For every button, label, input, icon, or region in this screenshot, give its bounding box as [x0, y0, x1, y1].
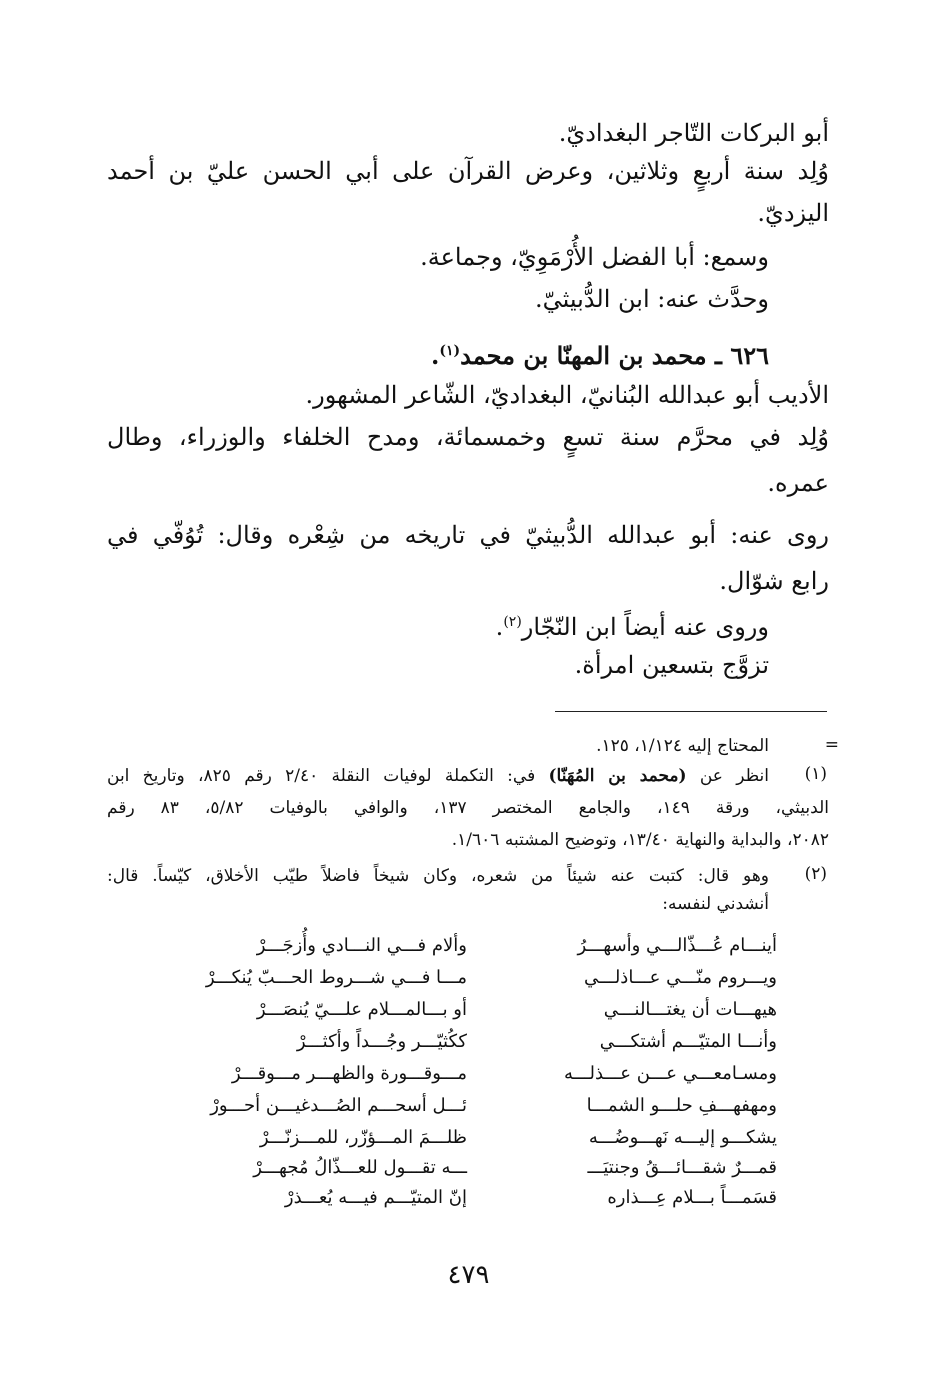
footnote-text: في: التكملة لوفيات النقلة ٢/٤٠ رقم ٨٢٥، وتاريخ ابن — [107, 766, 549, 786]
footnote-line — [107, 764, 769, 789]
poem-verse-right: يشكـــو إليـــه نَهـــوضُـــه — [588, 1127, 777, 1148]
poem-verse-right: قمـــرٌ شقـــائـــقُ وجنتيَـــ — [587, 1157, 777, 1178]
poem-verse-left: ئـــل أسحـــم الصُـــدغيـــن أحـــورْ — [210, 1095, 467, 1116]
poem-verse-left: ظلـــمَ المـــؤزّر، للمـــزنّـــرْ — [259, 1127, 467, 1148]
text-end: . — [495, 613, 504, 641]
footnote-ref: (١) — [439, 343, 461, 359]
text-line: رابع شوّال. — [719, 567, 829, 595]
poem-verse-left: وألام فـــي النـــادي وأُزجَـــرْ — [256, 935, 467, 956]
footnote-bold-name: (محمد بن المُهَنّا) — [548, 766, 687, 786]
text-line: الأديب أبو عبدالله البُنانيّ، البغداديّ، الشّاعر المشهور. — [305, 381, 829, 409]
poem-verse-right: أينـــام عُـــذّالـــي وأسهـــرُ — [577, 935, 777, 956]
footnote-continuation: المحتاج إليه ١/١٢٤، ١٢٥. — [596, 736, 769, 756]
footnote-line: الدبيثي، ورقة ١٤٩، والجامع المختصر ١٣٧، والوافي بالوفيات ٥/٨٢، ٨٣ رقم — [107, 798, 829, 818]
footnote-line: أنشدني لنفسه: — [662, 894, 769, 914]
text-line — [496, 605, 769, 644]
text-line: وُلِد سنة أربعٍ وثلاثين، وعرض القرآن على أبي الحسن عليّ بن أحمد — [107, 157, 829, 185]
poem-verse-left: مـــوقـــورة والظهـــر مـــوقـــرْ — [231, 1063, 467, 1084]
text-line: تزوَّج بتسعين امرأة. — [574, 651, 769, 679]
poem-verse-left: أو بـــالمـــلام علـــيّ يُنصَـــرْ — [256, 999, 467, 1020]
poem-verse-right: وأنـــا المتيّـــم أشتكـــي — [599, 1031, 777, 1052]
continuation-mark: = — [824, 735, 839, 755]
footnote-line: ٢٠٨٢، والبداية والنهاية ١٣/٤٠، وتوضيح المشتبه ١/٦٠٦. — [451, 830, 829, 850]
entry-heading-end: . — [431, 341, 440, 370]
poem-verse-right: ومهفهـــفِ حلـــو الشمـــا — [586, 1095, 777, 1116]
poem-verse-left: إنّ المتيّـــم فيـــه يُعـــذرْ — [284, 1187, 467, 1208]
footnote-line: وهو قال: كتبت عنه شيئاً من شعره، وكان شيخاً فاضلاً طيّب الأخلاق، كيّساً. قال: — [107, 866, 769, 886]
footnote-ref: (٢) — [503, 614, 522, 630]
footnote-divider — [555, 711, 827, 712]
text-line: وسمع: أبا الفضل الأُرْمَوِيّ، وجماعة. — [420, 243, 769, 271]
poem-verse-left: ـــه تقـــول للعـــذّالُ مُجهـــرْ — [253, 1157, 467, 1178]
poem-verse-left: مـــا فـــي شـــروط الحـــبّ يُنكـــرْ — [205, 967, 467, 988]
footnote-number: (٢) — [804, 864, 827, 884]
poem-verse-right: هيهـــات أن يغتـــالنـــي — [603, 999, 777, 1020]
text-line: وُلِد في محرَّم سنة تسعٍ وخمسمائة، ومدح الخلفاء والوزراء، وطال — [107, 423, 829, 451]
footnote-number: (١) — [804, 764, 827, 784]
text-line: عمره. — [767, 469, 829, 497]
entry-heading — [431, 334, 769, 373]
poem-verse-left: ككُثيّـــر وجُـــداً وأكثـــرْ — [296, 1031, 467, 1052]
text-line: اليزديّ. — [757, 199, 829, 227]
text-line: أبو البركات التّاجر البغداديّ. — [558, 119, 829, 147]
text-line: روى عنه: أبو عبدالله الدُّبيثيّ في تاريخه من شِعْره وقال: تُوُفّي في — [107, 521, 829, 549]
page-number: ٤٧٩ — [447, 1260, 490, 1290]
poem-verse-right: ومسـامعـــي عـــن عـــذلـــه — [564, 1063, 777, 1084]
entry-heading-text: ٦٢٦ ـ محمد بن المهنّا بن محمد — [460, 341, 769, 370]
poem-verse-right: ويـــروم منّـــي عـــاذلـــي — [584, 967, 777, 988]
text-segment: وروى عنه أيضاً ابن النّجّار — [521, 613, 769, 641]
poem-verse-right: قسَمـــاً بـــلام عِـــذاره — [607, 1187, 777, 1208]
footnote-text: انظر عن — [686, 766, 770, 786]
text-line: وحدَّث عنه: ابن الدُّبيثيّ. — [534, 285, 769, 313]
